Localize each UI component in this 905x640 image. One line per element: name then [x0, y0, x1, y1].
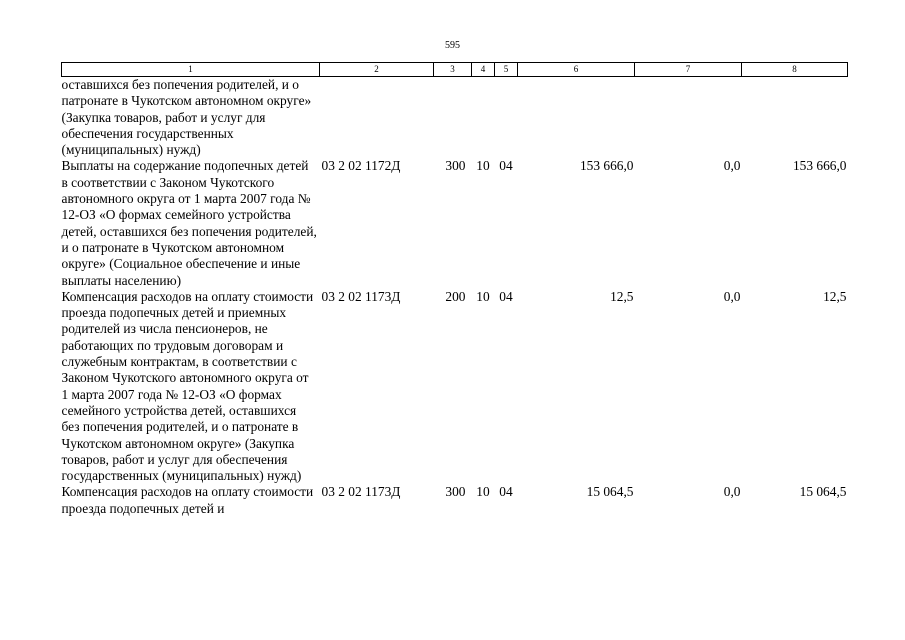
- column-header: 5: [495, 63, 518, 77]
- row-code: 03 2 02 1173Д: [321, 288, 401, 304]
- table-row: [62, 158, 848, 288]
- table-header-row: [62, 63, 848, 77]
- column-header: 4: [472, 63, 495, 77]
- row-expense-type: 300: [445, 158, 466, 174]
- row-section: 10: [476, 288, 490, 304]
- row-amount-col8: 15 064,5: [799, 484, 847, 500]
- row-description: оставшихся без попечения родителей, и о патронате в Чукотском автономном округе» (Закупка товаров, работ и услуг для обеспечения государственных (муниципальных) нужд): [61, 77, 312, 158]
- column-header: 3: [434, 63, 472, 77]
- row-subsection: 04: [499, 484, 513, 500]
- row-amount-col6: 12,5: [610, 288, 634, 304]
- row-section: 10: [476, 484, 490, 500]
- row-expense-type: 200: [445, 288, 466, 304]
- row-amount-col8: 12,5: [823, 288, 847, 304]
- row-expense-type: 300: [445, 484, 466, 500]
- row-subsection: [495, 77, 518, 159]
- table-row: [62, 77, 848, 159]
- column-header: 6: [518, 63, 635, 77]
- row-description: Выплаты на содержание подопечных детей в соответствии с Законом Чукотского автономного округа от 1 марта 2007 года № 12-ОЗ «О формах семейного устройства детей, оставшихся без попечения родителей, и о патронате в Чукотском автономном округе» (Социальное обеспечение и иные выплаты населению): [61, 158, 317, 288]
- row-amount-col8: 153 666,0: [792, 158, 847, 174]
- page-number: 595: [445, 40, 460, 51]
- row-section: [472, 77, 495, 159]
- column-header: 8: [742, 63, 848, 77]
- row-code: [320, 77, 434, 159]
- row-subsection: 04: [499, 158, 513, 174]
- budget-table: [61, 62, 848, 517]
- row-code: 03 2 02 1173Д: [321, 484, 401, 500]
- row-amount-col7: [635, 77, 742, 159]
- row-amount-col6: 15 064,5: [586, 484, 634, 500]
- row-section: 10: [476, 158, 490, 174]
- row-amount-col6: [518, 77, 635, 159]
- row-subsection: 04: [499, 288, 513, 304]
- row-amount-col7: 0,0: [723, 484, 741, 500]
- column-header: 2: [320, 63, 434, 77]
- row-amount-col7: 0,0: [723, 158, 741, 174]
- column-header: 1: [62, 63, 320, 77]
- row-description: Компенсация расходов на оплату стоимости проезда подопечных детей и приемных родителей из числа пенсионеров, не работающих по трудовым договорам и служебным контрактам, в соответствии с Законом Чукотского автономного округа от 1 марта 2007 года № 12-ОЗ «О формах семейного устройства детей, оставшихся без попечения родителей, и о патронате в Чукотском автономном округе» (Закупка товаров, работ и услуг для обеспечения государственных (муниципальных) нужд): [61, 288, 314, 484]
- row-expense-type: [434, 77, 472, 159]
- column-header: 7: [635, 63, 742, 77]
- row-description: Компенсация расходов на оплату стоимости проезда подопечных детей и: [61, 484, 314, 516]
- table-row: [62, 289, 848, 485]
- row-amount-col8: [742, 77, 848, 159]
- row-code: 03 2 02 1172Д: [321, 158, 401, 174]
- row-amount-col6: 153 666,0: [579, 158, 634, 174]
- table-row: [62, 484, 848, 517]
- row-amount-col7: 0,0: [723, 288, 741, 304]
